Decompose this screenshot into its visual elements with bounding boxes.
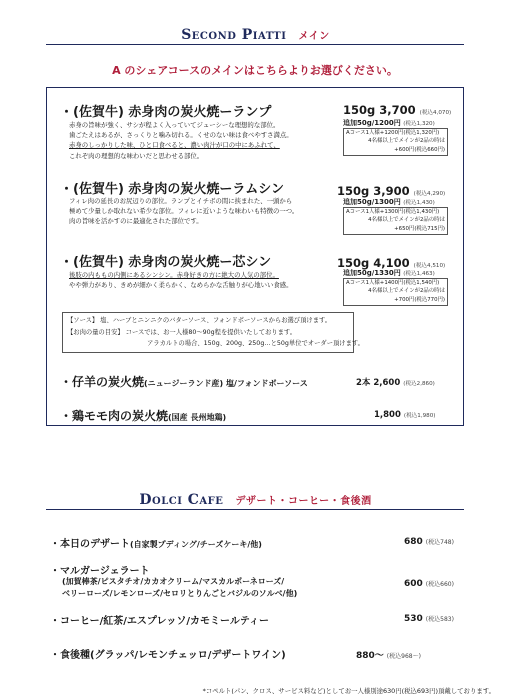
item-lamb-name: ・仔羊の炭火焼(ニュージーランド産) 塩/フォンドボーソース [60,375,308,389]
item-chicken-price: 1,800 (税込1,980) [374,410,436,420]
item-chicken-name: ・鶏モモ肉の炭火焼(国産 長州地鶏) [60,409,227,423]
item-rump-desc: 赤身の旨味が強く、サシが程よく入っていてジューシーな理想的な部位。 歯ごたえはあるが、さっくりと噛み切れる。くせのない味は食べやすさ満点。 赤身のしっかりした味、ひと口食べると、濃い肉汁が口の中にあふれて、 これぞ肉の理想的な味わいだと思わせる部位。 [69,121,293,160]
gelato-flavors: (加賀棒茶/ピスタチオ/カカオクリーム/マスカルポーネローズ/ ベリーローズ/レモンローズ/セロリとりんごとバジルのソルベ/他) [62,577,298,598]
item-ramushin-add-price: 追加50g/1300円 (税込1,430) [343,198,435,206]
item-shinshin-desc: 後肢の内ももの内側にあるシンシン。赤身好きの方に絶大の人気の部位。 やや弾力があり、きめが細かく柔らかく、なめらかな舌触りが心地いい食感。 [69,271,293,290]
item-rump-price: 150g 3,700 (税込4,070) [343,103,452,117]
item-shinshin-course-note: Aコース1人様+1400円(税込1,540円) 4名様以上でメインが2品の時は +700円(税込770円) [343,278,448,306]
coperto-footnote: *コペルト(パン、クロス、サービス料など)としてお一人様別途630円(税込693円)頂戴しております。 [202,687,495,695]
item-rump-add-price: 追加50g/1200円 (税込1,320) [343,119,435,127]
digestif-price: 880〜 (税込968〜) [356,651,421,661]
main-title-jp: メイン [298,31,330,42]
item-rump-course-note: Aコース1人様+1200円(税込1,320円) 4名様以上でメインが2品の時は +600円(税込660円) [343,128,448,156]
gelato-price: 600 (税込660) [404,579,454,589]
item-rump-name: ・(佐賀牛) 赤身肉の炭火焼ーランプ [60,105,272,120]
main-section-title [0,24,511,43]
dessert-of-day-price: 680 (税込748) [404,537,454,547]
item-ramushin-desc: フィレ肉の延長のお尻辺りの部位。ランプとイチボの間に挟まれた、一頭から 極めて少量しか取れない希少な部位。フィレに近いような味わいも特徴の一つ。 肉の旨味を活かすのに最適化された部位です。 [69,197,299,226]
sauce-info-box: 【ソース】 塩、ハーブとニンニクのバターソース、フォンドボーソースからお選び頂けます。 【お肉の量の目安】 コースでは、お一人様80〜90g程を提供いたしております。 アラカルトの場合、150g、200g、250g…と50g単位でオーダー頂けます。 [62,312,354,353]
item-shinshin-add-price: 追加50g/1330円 (税込1,463) [343,269,435,277]
digestif-name: ・食後種(グラッパ/レモンチェッロ/デザートワイン) [50,650,286,661]
dolci-title-rule [46,509,464,510]
main-intro: A のシェアコースのメインはこちらよりお選びください。 [112,64,398,77]
dolci-section-title [0,489,511,508]
item-shinshin-price: 150g 4,100 (税込4,510) [337,256,446,270]
coffee-tea-name: ・コーヒー/紅茶/エスプレッソ/カモミールティー [50,616,270,627]
dessert-of-day-name: ・本日のデザート(自家製プディング/チーズケーキ/他) [50,539,262,550]
dolci-title-jp: デザート・コーヒー・食後酒 [235,496,372,507]
gelato-name: ・マルガージェラート [50,566,150,577]
dolci-title-en: Dolci Cafe [139,492,224,508]
coffee-tea-price: 530 (税込583) [404,614,454,624]
item-ramushin-name: ・(佐賀牛) 赤身肉の炭火焼ーラムシン [60,182,284,197]
item-shinshin-name: ・(佐賀牛) 赤身肉の炭火焼ー芯シン [60,255,272,270]
item-ramushin-course-note: Aコース1人様+1300円(税込1,430円) 4名様以上でメインが2品の時は +650円(税込715円) [343,207,448,235]
main-title-en: Second Piatti [181,27,287,43]
item-lamb-price: 2本 2,600 (税込2,860) [356,378,435,388]
main-title-rule [46,44,464,45]
item-ramushin-price: 150g 3,900 (税込4,290) [337,184,446,198]
